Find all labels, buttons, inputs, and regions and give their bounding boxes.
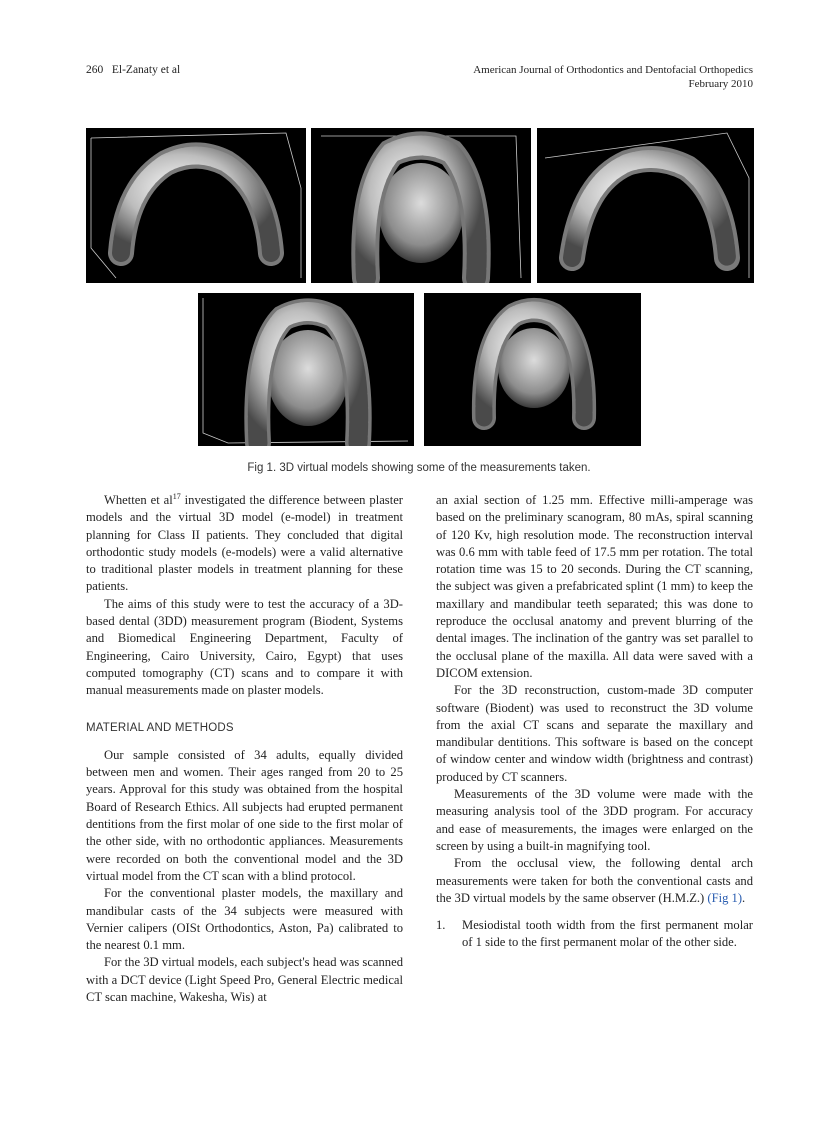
figure-panel-maxillary-arch-3 (424, 293, 641, 446)
body-paragraph: Our sample consisted of 34 adults, equally divided between men and women. Their ages ranged from 20 to 25 years. Approval for this study was obtained from the hospital Board of Research Ethics. All subjects had erupted permanent dentitions from the first molar of one side to the first molar of the other side, with no orthodontic appliances. Measurements were recorded on both the conventional model and the 3D virtual model from the CT scan with a blind protocol. (86, 747, 403, 883)
body-paragraph: For the 3D virtual models, each subject's head was scanned with a DCT device (Light Speed Pro, General Electric medical CT scan machine, Wakesha, Wis) at (86, 955, 403, 1005)
figure-panel-mandibular-arch-1 (86, 128, 306, 283)
body-paragraph (86, 492, 403, 596)
figure-panel-maxillary-arch-2 (198, 293, 414, 446)
issue-date: February 2010 (688, 78, 753, 90)
running-header-left (86, 63, 180, 77)
figure-panel-maxillary-arch-1 (311, 128, 531, 283)
figure-panel-mandibular-arch-2 (537, 128, 754, 283)
paragraph-text: . (742, 890, 746, 905)
figure-caption: Fig 1. 3D virtual models showing some of the measurements taken. (247, 462, 591, 474)
body-paragraph: an axial section of 1.25 mm. Effective milli-amperage was based on the preliminary scanogram, 80 mAs, spiral scanning of 120 Kv, high resolution mode. The reconstruction interval was 0.6 mm with table feed of 17.5 mm per rotation. The total rotation time was 15 to 20 seconds. During the CT scanning, the subject was given a prefabricated splint (1 mm) to keep the maxillary and mandibular teeth separated; this was done to reproduce the occlusal anatomy and prevent blurring of the dental images. The inclination of the gantry was set parallel to the occlusal plane of the maxilla. All data were saved with a DICOM extension. (436, 493, 753, 680)
figure-1 (0, 128, 838, 448)
paragraph-text: Whetten et al (104, 493, 173, 507)
body-paragraph: Measurements of the 3D volume were made with the measuring analysis tool of the 3DD program. For accuracy and ease of measurements, the images were enlarged on the screen by using a built-in magnifying tool. (436, 787, 753, 853)
author-line: El-Zanaty et al (111, 64, 181, 76)
body-paragraph: For the 3D reconstruction, custom-made 3D computer software (Biodent) was used to reconstruct the 3D volume from the axial CT scans and separate the maxillary and mandibular dentitions. This software is based on the concept of window center and window width (brightness and contrast) produced by CT scanners. (436, 683, 753, 784)
running-header-right (353, 63, 753, 91)
left-column (86, 492, 403, 1006)
list-number: 1. (436, 918, 446, 933)
list-text: Mesiodistal tooth width from the first permanent molar of 1 side to the first permanent molar of the other side. (462, 918, 753, 950)
paragraph-text: From the occlusal view, the following dental arch measurements were taken for both the conventional casts and the 3D virtual models by the same observer (H.M.Z.) (436, 856, 753, 905)
page-number: 260 (86, 64, 104, 76)
figure-reference-link[interactable]: (Fig 1) (707, 890, 743, 905)
journal-title: American Journal of Orthodontics and Dentofacial Orthopedics (473, 64, 753, 76)
right-column (436, 492, 753, 952)
body-paragraph: For the conventional plaster models, the maxillary and mandibular casts of the 34 subjects were measured with Vernier calipers (OISt Orthodontics, Aston, Pa) calibrated to the nearest 0.1 mm. (86, 886, 403, 953)
body-paragraph: The aims of this study were to test the accuracy of a 3D-based dental (3DD) measurement program (Biodent, Systems and Biomedical Engineering Department, Faculty of Engineering, Cairo University, Cairo, Egypt) that uses computed tomography (CT) scans and to compare it with manual measurements made on plaster models. (86, 596, 403, 698)
body-paragraph (436, 855, 753, 907)
section-heading: MATERIAL AND METHODS (86, 721, 234, 734)
list-item (436, 917, 753, 952)
paragraph-text: investigated the difference between plaster models and the virtual 3D model (e-model) in treatment planning for Class II patients. They concluded that digital orthodontic study models (e-models) were a valid alternative to traditional plaster models in treatment planning for these patients. (86, 493, 403, 594)
reference-superscript: 17 (172, 491, 181, 501)
